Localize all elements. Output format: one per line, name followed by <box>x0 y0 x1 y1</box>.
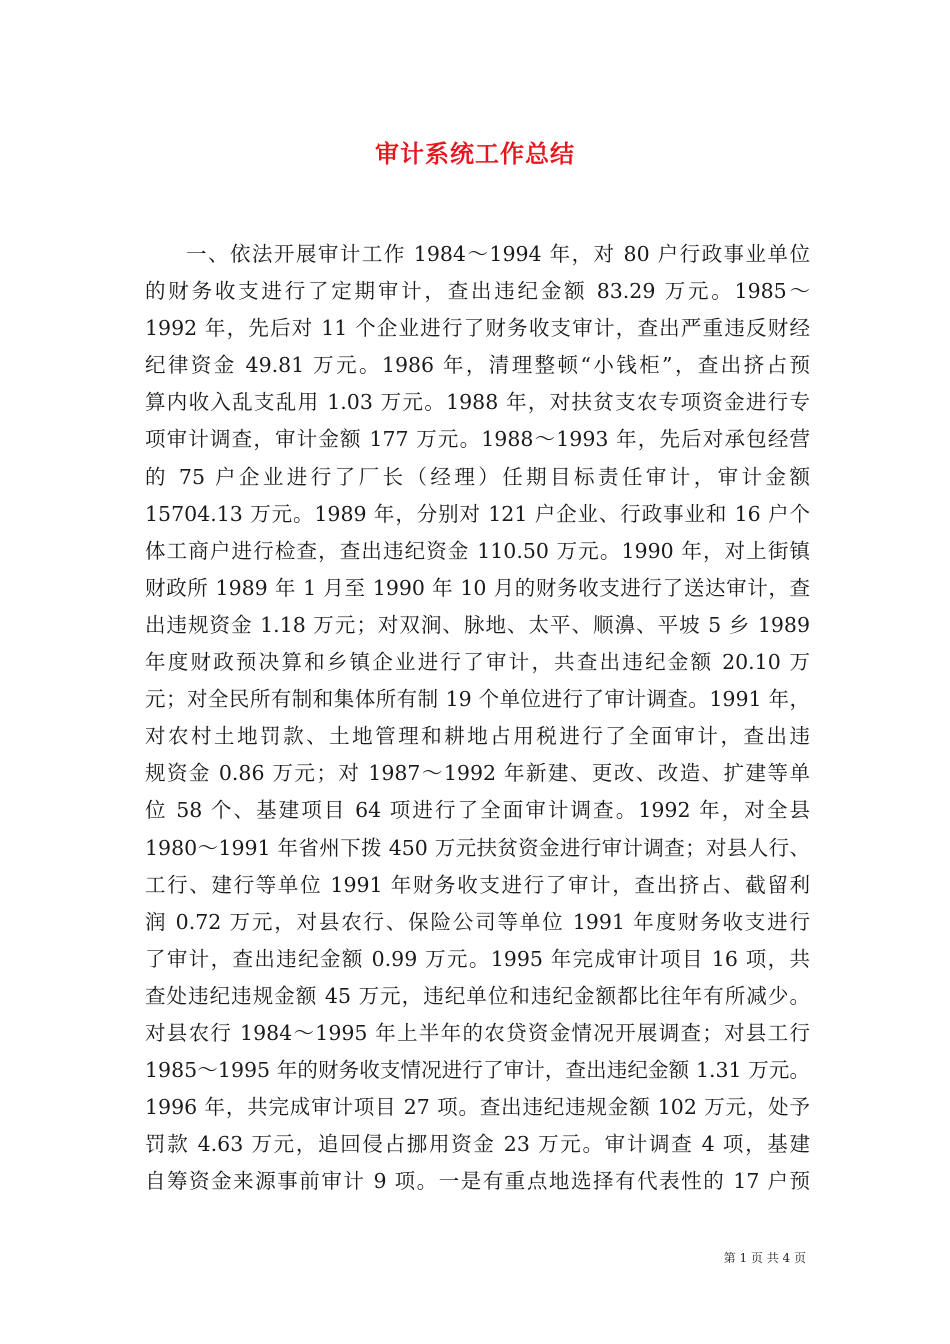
body-line: 15704.13 万元。1989 年，分别对 121 户企业、行政事业和 16 户个 <box>145 501 810 526</box>
body-line: 1996 年，共完成审计项目 27 项。查出违纪违规金额 102 万元，处予 <box>145 1095 810 1120</box>
body-line: 1992 年，先后对 11 个企业进行了财务收支审计，查出严重违反财经 <box>145 316 810 341</box>
body-line: 1985～1995 年的财务收支情况进行了审计，查出违纪金额 1.31 万元。 <box>145 1058 810 1083</box>
page-title: 审计系统工作总结 <box>375 139 575 168</box>
body-line: 自筹资金来源事前审计 9 项。一是有重点地选择有代表性的 17 户预 <box>145 1169 810 1194</box>
body-line: 项审计调查，审计金额 177 万元。1988～1993 年，先后对承包经营 <box>145 427 810 452</box>
body-line: 的财务收支进行了定期审计，查出违纪金额 83.29 万元。1985～ <box>145 279 810 304</box>
body-line: 对县农行 1984～1995 年上半年的农贷资金情况开展调查；对县工行 <box>145 1020 810 1045</box>
body-line: 1980～1991 年省州下拨 450 万元扶贫资金进行审计调查；对县人行、 <box>145 835 810 860</box>
page-footer: 第 1 页 共 4 页 <box>723 1251 806 1265</box>
body-line: 的 75 户企业进行了厂长（经理）任期目标责任审计，审计金额 <box>145 464 810 489</box>
body-line: 罚款 4.63 万元，追回侵占挪用资金 23 万元。审计调查 4 项，基建 <box>145 1132 810 1157</box>
body-line: 规资金 0.86 万元；对 1987～1992 年新建、更改、改造、扩建等单 <box>145 761 810 786</box>
body-line: 了审计，查出违纪金额 0.99 万元。1995 年完成审计项目 16 项，共 <box>145 946 810 971</box>
body-line: 财政所 1989 年 1 月至 1990 年 10 月的财务收支进行了送达审计，查 <box>145 575 810 600</box>
body-line: 工行、建行等单位 1991 年财务收支进行了审计，查出挤占、截留利 <box>145 872 810 897</box>
body-line: 查处违纪违规金额 45 万元，违纪单位和违纪金额都比往年有所减少。 <box>145 983 810 1008</box>
body-line: 元；对全民所有制和集体所有制 19 个单位进行了审计调查。1991 年， <box>145 687 810 712</box>
body-line: 位 58 个、基建项目 64 项进行了全面审计调查。1992 年，对全县 <box>145 798 810 823</box>
body-line: 年度财政预决算和乡镇企业进行了审计，共查出违纪金额 20.10 万 <box>145 650 810 675</box>
body-line: 纪律资金 49.81 万元。1986 年，清理整顿“小钱柜”，查出挤占预 <box>145 353 810 378</box>
body-line: 对农村土地罚款、土地管理和耕地占用税进行了全面审计，查出违 <box>145 724 810 749</box>
document-body <box>145 236 810 1200</box>
body-line: 算内收入乱支乱用 1.03 万元。1988 年，对扶贫支农专项资金进行专 <box>145 390 810 415</box>
body-line: 一、依法开展审计工作 1984～1994 年，对 80 户行政事业单位 <box>186 242 810 266</box>
body-line: 体工商户进行检查，查出违纪资金 110.50 万元。1990 年，对上街镇 <box>145 538 810 563</box>
body-line: 润 0.72 万元，对县农行、保险公司等单位 1991 年度财务收支进行 <box>145 909 810 934</box>
body-line: 出违规资金 1.18 万元；对双涧、脉地、太平、顺濞、平坡 5 乡 1989 <box>145 612 810 637</box>
